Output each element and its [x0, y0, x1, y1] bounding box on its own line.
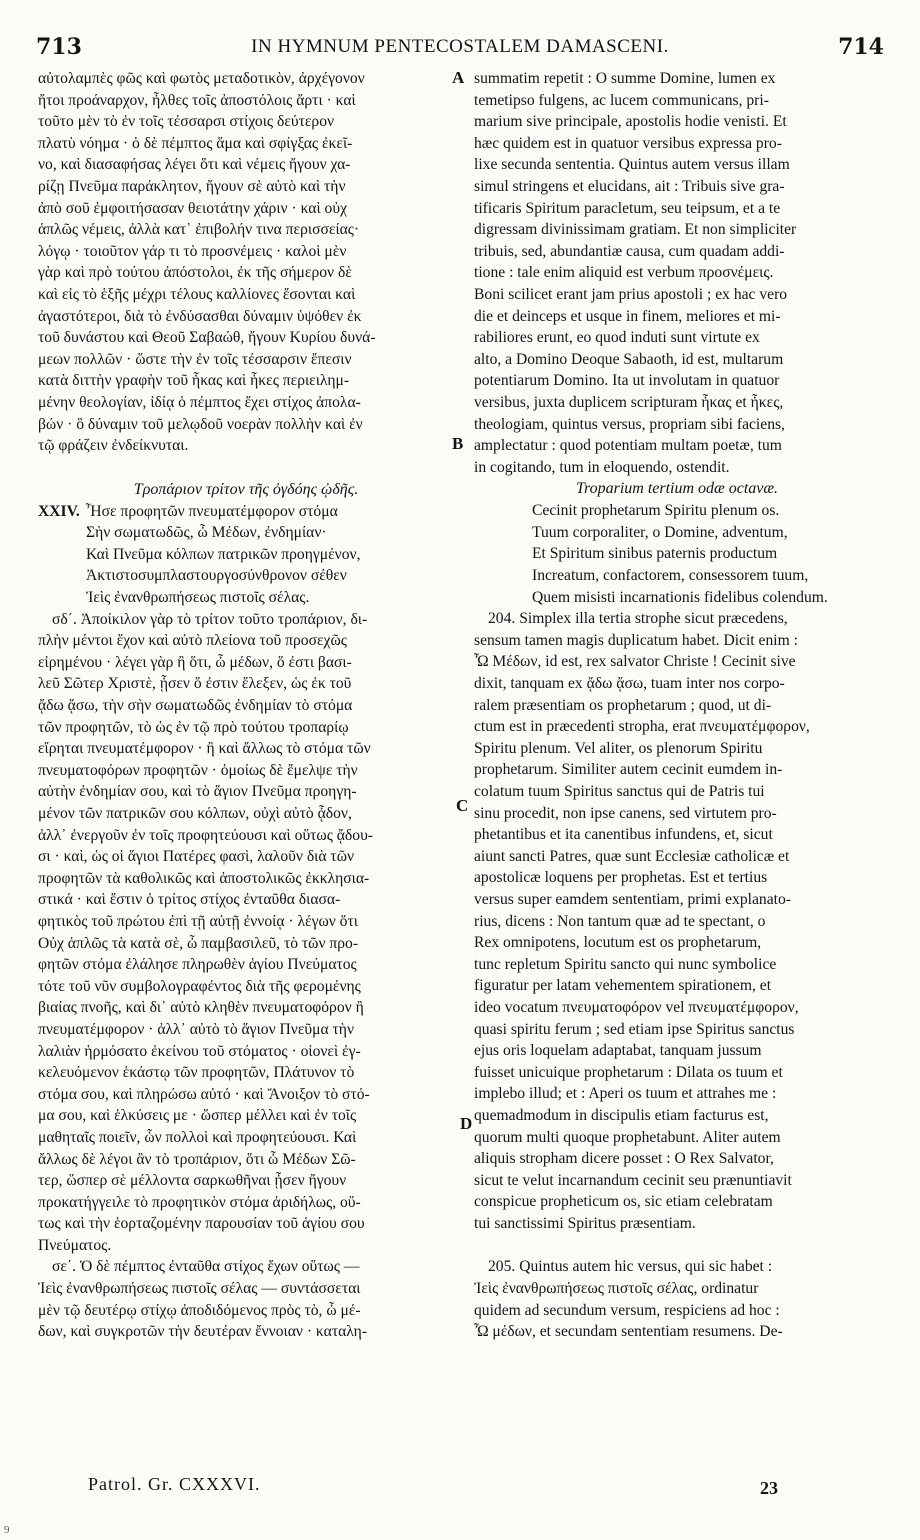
text-line: rius, dicens : Non tantum quæ ad te spectant, o	[474, 912, 766, 930]
verse-line: Et Spiritum sinibus paternis productum	[532, 545, 778, 563]
text-line: τερ, ὥσπερ σὲ μέλλοντα σαρκωθῆναι ᾖσεν ἤγουν	[38, 1172, 347, 1190]
text-line: digressam divinissimam gratiam. Et non simpliciter	[474, 221, 797, 239]
text-line: Ὦ Μέδων, id est, rex salvator Christe ! Cecinit sive	[474, 653, 796, 671]
text-line: σε΄. Ὁ δὲ πέμπτος ἐνταῦθα στίχος ἔχων οὕτως —	[52, 1258, 360, 1276]
text-line: ἀγαστότεροι, διὰ τὸ ἐνδύσασθαι δύναμιν ὑψόθεν ἐκ	[38, 307, 362, 325]
text-line: sicut te velut incarnandum cecinit seu prænuntiavit	[474, 1171, 792, 1189]
text-line: theologiam, quintus versus, propriam sibi faciens,	[474, 415, 785, 433]
verse-line: Ἰεὶς ἐνανθρωπήσεως πιστοῖς σέλας.	[86, 589, 310, 607]
text-line: ἤτοι προάναρχον, ἦλθες τοῖς ἀποστόλοις ἄρτι · καὶ	[38, 91, 356, 109]
text-line: phetantibus et ita canentibus infundens, et, sicut	[474, 826, 773, 844]
text-line: αὐτολαμπὲς φῶς καὶ φωτὸς μεταδοτικὸν, ἀρχέγονον	[38, 70, 365, 87]
text-line: tione : tale enim aliquid est verbum προσνέμεις.	[474, 264, 774, 282]
text-line: lixe secunda sententia. Quintus autem versus illam	[474, 156, 790, 174]
text-line: prophetarum. Similiter autem cecinit eumdem in-	[474, 761, 783, 779]
text-line: νο, καὶ διασαφήσας λέγει ὅτι καὶ νέμεις ἤγουν χα-	[38, 156, 351, 174]
text-line: τως καὶ τὴν ἑορταζομένην παρουσίαν τοῦ ἁγίου σου	[38, 1215, 365, 1233]
verse-line: Quem misisti incarnationis fidelibus colendum.	[532, 588, 828, 606]
footer-volume: Patrol. Gr. CXXXVI.	[88, 1474, 261, 1494]
text-line: sensum tamen magis duplicatum habet. Dicit enim :	[474, 631, 798, 649]
margin-marker-c: C	[456, 796, 469, 815]
text-line: στόμα σου, καὶ πληρώσω αὐτό · καὶ Ἄνοιξον τὸ στό-	[38, 1085, 370, 1103]
latin-column	[474, 68, 880, 1343]
verse-line: Increatum, confactorem, consessorem tuum,	[532, 567, 809, 585]
text-line: τοῦτο μὲν τὸ ἐν τοῖς τέσσαρσι στίχοις δεύτερον	[38, 113, 335, 131]
text-line: στικά · καὶ ἔστιν ὁ τρίτος στίχος ἐνταῦθα διασα-	[38, 891, 341, 909]
text-line: temetipso fulgens, ac lucem communicans, pri-	[474, 91, 769, 109]
greek-verse	[38, 501, 454, 609]
text-line: λεῦ Σῶτερ Χριστὲ, ᾖσεν ὅ ἐστιν ἔλεξεν, ὡς ἐκ τοῦ	[38, 675, 352, 693]
text-line: ἁπλῶς νέμεις, ἀλλὰ κατ᾽ ἐπιβολήν τινα περισσείας·	[38, 221, 360, 239]
verse-line: Cecinit prophetarum Spiritu plenum os.	[532, 502, 780, 520]
text-line: λαλιὰν ἡρμόσατο ἐκείνου τοῦ στόματος · οἱονεὶ ἐγ-	[38, 1042, 361, 1060]
text-line: εἰρημένου · λέγει γὰρ ἢ ὅτι, ὦ μέδων, ὅ ἐστι βασι-	[38, 653, 352, 671]
text-line: Boni scilicet erant jam prius apostoli ; ex hac vero	[474, 285, 788, 303]
running-title: IN HYMNUM PENTECOSTALEM DAMASCENI.	[251, 36, 669, 57]
text-line: tificaris Spiritum paracletum, seu teipsum, et a te	[474, 199, 781, 217]
text-line: πνευματοφόρων προφητῶν · ὁμοίως δὲ ἔμελψε τὴν	[38, 761, 358, 779]
text-line: κελευόμενον ἑκάστῳ τῶν προφητῶν, Πλάτυνον τὸ	[38, 1064, 355, 1082]
text-line: sinu procedit, non ipse canens, sed virtutem pro-	[474, 804, 777, 822]
corner-mark: 9	[4, 1524, 10, 1536]
greek-paragraph-1	[38, 68, 454, 457]
text-line: conspicue propheticum os, sic etiam celebratam	[474, 1193, 773, 1211]
margin-marker-d: D	[460, 1114, 473, 1133]
greek-troparion-heading: Τροπάριον τρίτον τῆς ὀγδόης ᾠδῆς.	[133, 480, 359, 498]
latin-troparium-heading: Troparium tertium odæ octavæ.	[575, 480, 779, 498]
text-line: apostolicæ loquens per prophetas. Est et tertius	[474, 869, 768, 887]
text-line: εἴρηται πνευματέμφορον · ἢ καὶ ἄλλως τὸ στόμα τῶν	[38, 740, 371, 758]
verse-number: XXIV.	[38, 502, 80, 520]
text-line: amplectatur : quod potentiam multam poetæ, tum	[474, 437, 782, 455]
text-line: tui sanctissimi Spiritus præsentiam.	[474, 1214, 696, 1232]
greek-paragraph-3	[38, 1256, 454, 1342]
latin-paragraph-2	[474, 608, 880, 1234]
text-line: ralem præsentiam os prophetarum ; quod, ut di-	[474, 696, 772, 714]
text-line: tunc repletum Spiritu sancto qui nunc symbolice	[474, 955, 777, 973]
text-line: ἄλλως δὲ λέγοι ἂν τὸ τροπάριον, ὅτι ὦ Μέδων Σῶ-	[38, 1150, 356, 1168]
text-line: Ἰεὶς ἐνανθρωπήσεως πιστοῖς σέλας — συντάσσεται	[38, 1280, 361, 1298]
text-line: ctum est in præcedenti stropha, erat πνευματέμφορον,	[474, 718, 810, 736]
text-line: ᾄδω ᾄσω, τὴν σὴν σωματωδῶς ἐνδημίαν τὸ στόμα	[38, 697, 353, 715]
text-line: πλὴν μέντοι ἔχον καὶ αὐτὸ πλείονα τοῦ προσεχῶς	[38, 632, 347, 650]
text-line: μεων πολλῶν · ὥστε τὴν ἐν τοῖς τέσσαρσιν ἔπεσιν	[38, 350, 352, 368]
text-line: quorum multi quoque prophetabunt. Aliter autem	[474, 1128, 781, 1146]
text-line: δων, καὶ συγκροτῶν τὴν δευτέραν ἔννοιαν · καταλη-	[38, 1323, 368, 1341]
text-line: ἀπὸ σοῦ ἐμφοιτήσασαν θειοτάτην χάριν · καὶ οὐχ	[38, 199, 347, 217]
text-line: in cogitando, tum in eloquendo, ostendit.	[474, 458, 730, 476]
text-line: 205. Quintus autem hic versus, qui sic habet :	[488, 1258, 773, 1276]
text-line: aiunt sancti Patres, quæ sunt Ecclesiæ catholicæ et	[474, 847, 790, 865]
latin-verse	[474, 500, 880, 608]
text-line: φητῶν στόμα ἐλάλησε πληρωθὲν ἁγίου Πνεύματος	[38, 956, 357, 974]
text-line: βών · ὃ δύναμιν τοῦ μελῳδοῦ νοερὰν πολλὴν καὶ ἐν	[38, 415, 363, 433]
text-line: πνευματέμφορον · ἀλλ᾽ αὐτὸ τὸ ἅγιον Πνεῦμα τὴν	[38, 1020, 354, 1038]
text-line: quasi spiritu ferum ; sed etiam ipse Spiritus sanctus	[474, 1020, 795, 1038]
text-line: βιαίας πνοῆς, καὶ δι᾽ αὐτὸ κληθὲν πνευματοφόρον ἢ	[38, 999, 364, 1017]
text-line: Rex omnipotens, locutum est os prophetarum,	[474, 934, 762, 952]
verse-text: Ἦσε προφητῶν πνευματέμφορον στόμα	[85, 502, 338, 520]
margin-marker-b: B	[452, 434, 464, 453]
text-line: quidem ad secundum versum, respiciens ad hoc :	[474, 1301, 780, 1319]
text-line: τῶν προφητῶν, τὸ ὡς ἐν τῷ πρὸ τούτου τροπαρίῳ	[38, 718, 349, 736]
text-line: summatim repetit : O summe Domine, lumen ex	[474, 70, 776, 87]
text-line: τοῦ δυνάστου καὶ Θεοῦ Σαβαώθ, ἤγουν Κυρίου δυνά-	[38, 329, 376, 347]
text-line: colatum tuum Spiritus sanctus qui de Patris tui	[474, 783, 765, 800]
right-page-number: 714	[838, 34, 884, 60]
text-line: τῷ φράζειν ἐνδείκνυται.	[38, 437, 189, 455]
latin-paragraph-3	[474, 1256, 880, 1342]
text-line: tribuis, sed, abundantiæ causa, cum quadam addi-	[474, 242, 785, 260]
left-page-number: 713	[36, 34, 82, 60]
text-line: hæc quidem est in quatuor versibus expressa pro-	[474, 134, 782, 152]
text-line: Spiritu plenum. Vel aliter, os plenorum Spiritu	[474, 739, 763, 757]
text-line: alto, a Domino Deoque Sabaoth, id est, multarum	[474, 350, 784, 368]
text-line: λόγῳ · τοιοῦτον γάρ τι τὸ προσνέμεις · καλοὶ μὲν	[38, 242, 347, 260]
verse-line	[38, 501, 454, 523]
text-line: μαθηταῖς ποιεῖν, ὧν πολλοὶ καὶ προφητεύουσι. Καὶ	[38, 1128, 357, 1146]
text-line: 204. Simplex illa tertia strophe sicut præcedens,	[488, 610, 788, 628]
text-line: potentiarum Domino. Ita ut involutam in quatuor	[474, 372, 780, 390]
text-line: figuratur per latam vehementem spirationem, et	[474, 977, 772, 995]
text-line: Ὦ μέδων, et secundam sententiam resumens. De-	[474, 1323, 783, 1341]
text-line: μένον τῶν πατρικῶν σου κόλπων, οὐχὶ αὐτὸ ᾆδον,	[38, 805, 352, 822]
text-line: τότε τοῦ νῦν συμβολογραφέντος διὰ τῆς φερομένης	[38, 977, 361, 995]
text-line: ρίζῃ Πνεῦμα παράκλητον, ἤγουν σὲ αὐτὸ καὶ τὴν	[38, 177, 346, 195]
text-line: ἀλλ᾽ ἐνεργοῦν ἐν τοῖς προφητεύουσι καὶ οὕτως ᾄδου-	[38, 826, 373, 844]
text-line: μα σου, καὶ ἑλκύσεις με · ὥσπερ μέλλει καὶ ἐν τοῖς	[38, 1107, 357, 1125]
text-line: die et deinceps et usque in finem, meliores et mi-	[474, 307, 781, 325]
text-line: Πνεύματος.	[38, 1236, 112, 1254]
greek-column	[38, 68, 454, 1343]
text-line: αὐτὴν ἐνδημίαν σου, καὶ τὸ ἅγιον Πνεῦμα προηγη-	[38, 783, 357, 801]
text-line: προφητῶν τὰ καθολικῶς καὶ ἀποστολικῶς ἐκκλησια-	[38, 869, 370, 887]
text-line: versus super eamdem sententiam, primi explanato-	[474, 890, 791, 908]
text-line: γὰρ καὶ πρὸ τούτου ἀπόστολοι, ἐκ τῆς σήμερον δὲ	[38, 264, 352, 282]
text-line: φητικὸς τοῦ πρώτου ἐπὶ τῇ αὐτῇ ἐννοίᾳ · λέγων ὅτι	[38, 912, 358, 930]
text-line: simul stringens et elucidans, ait : Tribuis sive gra-	[474, 177, 785, 195]
margin-marker-a: A	[452, 68, 465, 87]
text-line: quemadmodum in discipulis etiam facturus est,	[474, 1106, 769, 1124]
verse-line: Ἀκτιστοσυμπλαστουργοσύνθρονον σέθεν	[86, 567, 347, 585]
page-header	[36, 34, 884, 64]
text-line: implebo illud; et : Aperi os tuum et attrahes me :	[474, 1085, 777, 1103]
text-line: fuisset unicuique prophetarum : Dilata os tuum et	[474, 1063, 783, 1081]
text-line: πλατὺ νόημα · ὁ δὲ πέμπτος ἅμα καὶ σφίγξας ἐκεῖ-	[38, 134, 353, 152]
text-line: σδ΄. Ἀποίκιλον γὰρ τὸ τρίτον τοῦτο τροπάριον, δι-	[52, 610, 368, 628]
footer-signature: 23	[760, 1478, 778, 1498]
text-line: ideo vocatum πνευματοφόρον vel πνευματέμφορον,	[474, 998, 799, 1016]
text-line: rabiliores erunt, eo quod induti sunt virtute ex	[474, 329, 760, 347]
text-line: marium sive principale, apostolis hodie venisti. Et	[474, 113, 787, 131]
text-line: versibus, juxta duplicem scripturam ἧκας et ἧκες,	[474, 393, 784, 411]
text-line: μὲν τῷ δευτέρῳ στίχῳ ἀποδιδόμενος πρὸς τὸ, ὦ μέ-	[38, 1301, 361, 1319]
text-line: καὶ εἰς τὸ ἑξῆς μέχρι τέλους καλλίονες ἔσονται καὶ	[38, 285, 356, 303]
text-line: μένην θεολογίαν, ἰδίᾳ ὁ πέμπτος ἔχει στίχος ἀπολα-	[38, 393, 361, 411]
text-line: dixit, tanquam ex ᾄδω ᾄσω, tuam inter nos corpo-	[474, 675, 785, 693]
verse-line: Καὶ Πνεῦμα κόλπων πατρικῶν προηγμένον,	[86, 545, 361, 563]
latin-paragraph-1	[474, 68, 880, 478]
text-line: σι · καὶ, ὡς οἱ ἅγιοι Πατέρες φασὶ, λαλοῦν διὰ τῶν	[38, 848, 355, 866]
text-line: Οὐχ ἁπλῶς τὰ κατὰ σὲ, ὦ παμβασιλεῦ, τὸ τῶν προ-	[38, 934, 359, 952]
verse-line: Tuum corporaliter, o Domine, adventum,	[532, 523, 788, 541]
text-line: Ἰεὶς ἐνανθρωπήσεως πιστοῖς σέλας, ordinatur	[474, 1280, 759, 1298]
text-line: κατὰ διττὴν γραφὴν τοῦ ἧκας καὶ ἧκες περιειλημ-	[38, 372, 350, 390]
text-line: προκατήγγειλε τὸ προφητικὸν στόμα ἀριδήλως, οὕ-	[38, 1193, 361, 1211]
greek-paragraph-2	[38, 609, 454, 1257]
text-line: aliquis stropham dicere posset : O Rex Salvator,	[474, 1150, 774, 1168]
verse-line: Σὴν σωματωδῶς, ὦ Μέδων, ἐνδημίαν·	[86, 524, 327, 542]
text-line: ejus oris loquelam adaptabat, tanquam jussum	[474, 1042, 762, 1060]
